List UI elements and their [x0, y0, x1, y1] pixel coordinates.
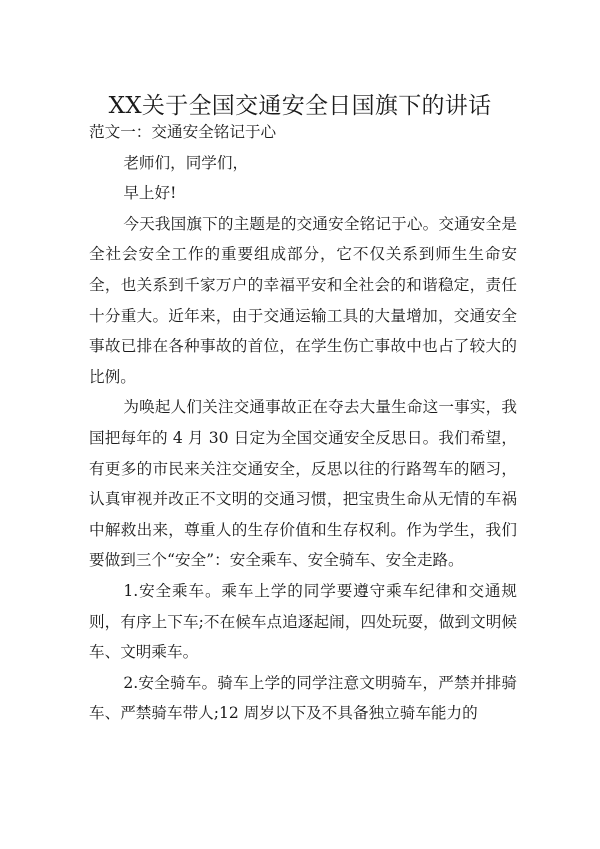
paragraph-reflection-day: 为唤起人们关注交通事故正在夺去大量生命这一事实，我国把每年的 4 月 30 日定为全国交通安全反思日。我们希望，有更多的市民来关注交通安全，反思以往的行路驾车的陋习，认真审视并改正不文明的交通习惯，把宝贵生命从无情的车祸中解救出来，尊重人的生存价值和生存权利。作为学生，我们要做到三个“安全”：安全乘车、安全骑车、安全走路。	[89, 398, 517, 570]
document-body	[89, 117, 517, 729]
paragraph-theme: 今天我国旗下的主题是的交通安全铭记于心。交通安全是全社会安全工作的重要组成部分，它不仅关系到师生生命安全，也关系到千家万户的幸福平安和全社会的和谐稳定，责任十分重大。近年来，由于交通运输工具的大量增加，交通安全事故已排在各种事故的首位，在学生伤亡事故中也占了较大的比例。	[89, 214, 517, 386]
document-title: XX关于全国交通安全日国旗下的讲话	[108, 93, 492, 120]
paragraph-safe-cycling: 2.安全骑车。骑车上学的同学注意文明骑车，严禁并排骑车、严禁骑车带人;12 周岁以下及不具备独立骑车能力的	[89, 673, 517, 723]
paragraph-good-morning: 早上好!	[123, 184, 177, 203]
paragraph-greeting: 老师们，同学们，	[123, 153, 249, 172]
document-subtitle: 范文一：交通安全铭记于心	[89, 123, 277, 141]
paragraph-safe-riding: 1.安全乘车。乘车上学的同学要遵守乘车纪律和交通规则，有序上下车;不在候车点追逐起闹，四处玩耍，做到文明候车、文明乘车。	[89, 581, 517, 662]
